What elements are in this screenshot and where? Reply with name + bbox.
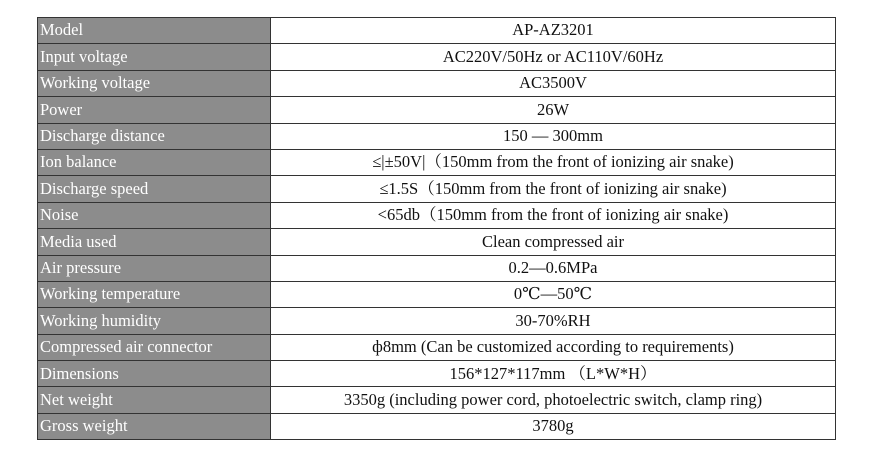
spec-row-noise: [38, 202, 836, 228]
spec-row-working-voltage: [38, 70, 836, 96]
spec-label: Working temperature: [38, 281, 271, 307]
spec-row-model: [38, 18, 836, 44]
spec-row-media-used: [38, 229, 836, 255]
spec-label: Model: [38, 18, 271, 44]
spec-row-discharge-speed: [38, 176, 836, 202]
spec-value: 3350g (including power cord, photoelectric switch, clamp ring): [271, 387, 836, 413]
spec-row-input-voltage: [38, 44, 836, 70]
spec-value: ≤|±50V|（150mm from the front of ionizing air snake): [271, 149, 836, 175]
spec-value: 26W: [271, 97, 836, 123]
spec-row-compressed-air-connector: [38, 334, 836, 360]
spec-label: Working humidity: [38, 308, 271, 334]
spec-value: 0℃—50℃: [271, 281, 836, 307]
spec-value: 3780g: [271, 413, 836, 439]
spec-label: Net weight: [38, 387, 271, 413]
spec-row-net-weight: [38, 387, 836, 413]
spec-row-air-pressure: [38, 255, 836, 281]
spec-row-dimensions: [38, 361, 836, 387]
spec-value: 30-70%RH: [271, 308, 836, 334]
spec-value: 0.2—0.6MPa: [271, 255, 836, 281]
spec-label: Power: [38, 97, 271, 123]
spec-label: Input voltage: [38, 44, 271, 70]
spec-value: AP-AZ3201: [271, 18, 836, 44]
spec-value: 150 — 300mm: [271, 123, 836, 149]
spec-value: <65db（150mm from the front of ionizing air snake): [271, 202, 836, 228]
spec-value: ≤1.5S（150mm from the front of ionizing air snake): [271, 176, 836, 202]
spec-row-working-temperature: [38, 281, 836, 307]
spec-row-working-humidity: [38, 308, 836, 334]
spec-value: Clean compressed air: [271, 229, 836, 255]
spec-value: ф8mm (Can be customized according to requirements): [271, 334, 836, 360]
specification-table: [37, 17, 836, 440]
spec-label: Dimensions: [38, 361, 271, 387]
spec-label: Air pressure: [38, 255, 271, 281]
spec-label: Working voltage: [38, 70, 271, 96]
spec-value: 156*127*117mm （L*W*H）: [271, 361, 836, 387]
spec-label: Media used: [38, 229, 271, 255]
spec-row-gross-weight: [38, 413, 836, 439]
spec-row-power: [38, 97, 836, 123]
spec-value: AC220V/50Hz or AC110V/60Hz: [271, 44, 836, 70]
spec-row-discharge-distance: [38, 123, 836, 149]
spec-label: Discharge distance: [38, 123, 271, 149]
spec-label: Discharge speed: [38, 176, 271, 202]
spec-label: Gross weight: [38, 413, 271, 439]
spec-value: AC3500V: [271, 70, 836, 96]
spec-label: Compressed air connector: [38, 334, 271, 360]
spec-row-ion-balance: [38, 149, 836, 175]
spec-label: Noise: [38, 202, 271, 228]
spec-label: Ion balance: [38, 149, 271, 175]
